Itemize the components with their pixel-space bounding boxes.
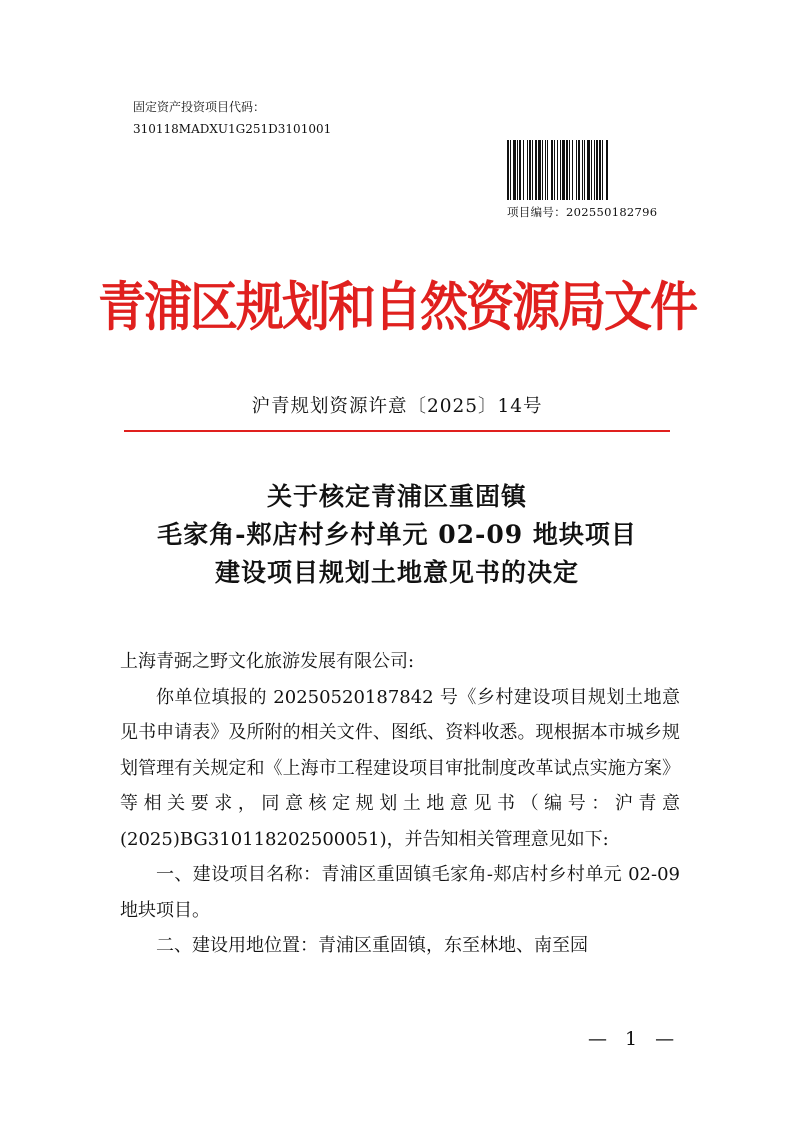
document-subject: [0, 478, 794, 592]
body-paragraph-3: 二、建设用地位置：青浦区重固镇，东至林地、南至园: [156, 935, 588, 956]
addressee: 上海青弼之野文化旅游发展有限公司:: [120, 651, 415, 672]
project-number: 项目编号：202550182796: [507, 205, 658, 219]
subject-line-2: 毛家角-郏店村乡村单元 02-09 地块项目: [157, 520, 637, 549]
subject-line-3: 建设项目规划土地意见书的决定: [214, 558, 579, 587]
red-divider-line: [124, 430, 670, 432]
investment-code-block: [133, 96, 331, 140]
investment-code-value: 310118MADXU1G251D3101001: [133, 122, 332, 136]
document-title: 青浦区规划和自然资源局文件: [97, 276, 696, 339]
document-body: [120, 644, 680, 964]
investment-code-label: 固定资产投资项目代码：: [133, 100, 266, 114]
barcode: [507, 140, 660, 200]
document-number: 沪青规划资源许意〔2025〕14号: [251, 396, 543, 417]
page-number: — 1 —: [588, 1028, 681, 1050]
subject-line-1: 关于核定青浦区重固镇: [266, 482, 527, 511]
body-paragraph-2: 一、建设项目名称：青浦区重固镇毛家角-郏店村乡村单元 02-09 地块项目。: [120, 864, 680, 921]
body-paragraph-1: 你单位填报的 20250520187842 号《乡村建设项目规划土地意见书申请表》及所附的相关文件、图纸、资料收悉。现根据本市城乡规划管理有关规定和《上海市工程建设项目审批制度改革试点实施方案》等相关要求，同意核定规划土地意见书（编号：沪青意(2025)BG310118202500051)，并告知相关管理意见如下:: [120, 686, 680, 850]
